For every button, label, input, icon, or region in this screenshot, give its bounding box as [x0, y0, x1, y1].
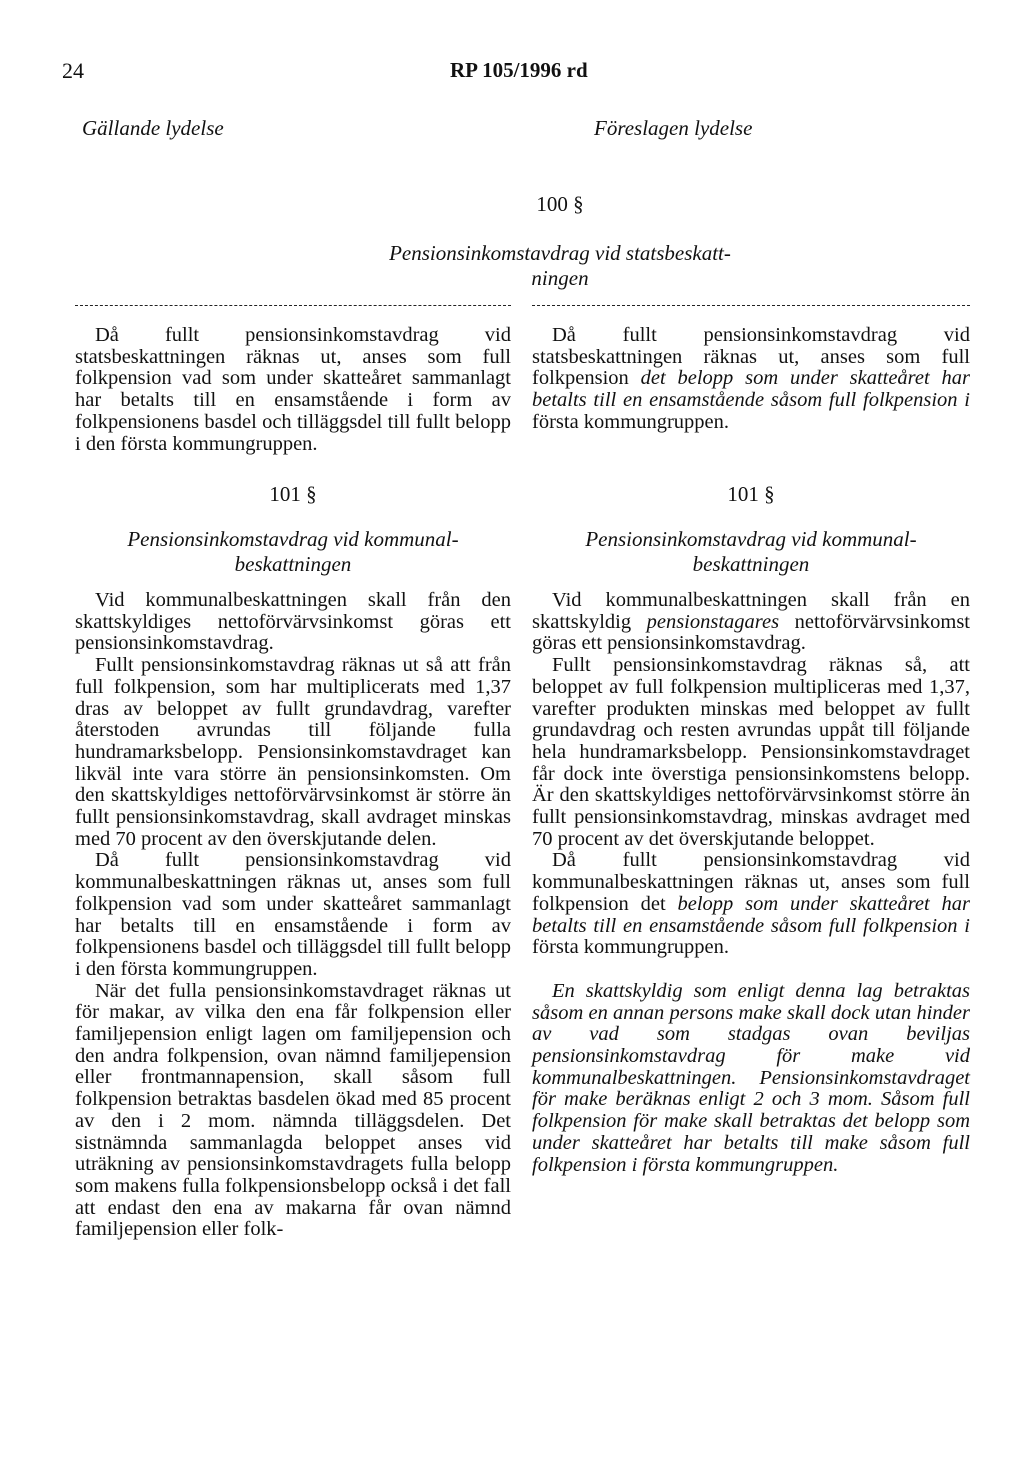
omission-dashes-left	[75, 305, 511, 306]
section-101-number-right: 101 §	[727, 482, 775, 506]
section-101-right-text	[532, 590, 970, 1176]
section-101-title-line2: beskattningen	[234, 552, 352, 576]
section-100-right-paragraph	[532, 325, 970, 434]
paragraph: När det fulla pensionsinkomstavdraget räknas ut för makar, av vilka den ena får folkpension eller familjepension enligt lagen om familjepension och den andra folkpension, ovan nämnd familjepension eller frontmannapension, skall såsom full folkpension betraktas basdelen ökad med 85 procent av den i 2 mom. nämnda tilläggsdelen. Det sistnämnda sammanlagda beloppet anses vid uträkning av pensionsinkomstavdragets fulla belopp som makens fulla folkpensionsbelopp också i det fall att endast den ena av makarna får ovan nämnd familjepension eller folk-	[75, 979, 511, 1241]
section-100-left-paragraph: Då fullt pensionsinkomstavdrag vid statsbeskattningen räknas ut, anses som full folkpension vad som under skatteåret sammanlagt har betalts till en ensamstående i form av folkpensionens basdel och tilläggsdel till fullt belopp i den första kommungruppen.	[75, 324, 511, 455]
section-101-title-line1: Pensionsinkomstavdrag vid kommunal-	[127, 527, 459, 551]
section-101-left-text	[75, 590, 511, 1241]
section-101-number-left: 101 §	[269, 482, 317, 506]
right-column-heading: Föreslagen lydelse	[594, 116, 753, 140]
paragraph: Vid kommunalbeskattningen skall från den skattskyldiges nettoförvärvsinkomst göras ett pensionsinkomstavdrag.	[75, 589, 511, 655]
section-101-title-left	[75, 527, 511, 577]
document-id: RP 105/1996 rd	[450, 58, 588, 82]
paragraph: Fullt pensionsinkomstavdrag räknas ut så att från full folkpension, som har multiplicerats med 1,37 dras av beloppet av fullt grundavdrag, varefter återstoden avrundas till följande fulla hundramarksbelopp. Pensionsinkomstavdraget kan likväl inte vara större än pensionsinkomsten. Om den skattskyldiges nettoförvärvsinkomst är större än fullt pensionsinkomstavdrag, skall avdraget minskas med 70 procent av den överskjutande delen.	[75, 654, 511, 850]
paragraph: Då fullt pensionsinkomstavdrag vid kommunalbeskattningen räknas ut, anses som full folkpension vad som under skatteåret sammanlagt har betalts till en ensamstående i form av folkpensionens basdel och tilläggsdel till fullt belopp i den första kommungruppen.	[75, 849, 511, 980]
page-number: 24	[62, 58, 84, 83]
section-100-title	[300, 241, 820, 291]
paragraph: Fullt pensionsinkomstavdrag räknas så, att beloppet av full folkpension multipliceras med 1,37, varefter produkten minskas med beloppet av fullt grundavdrag och resten avrundas uppåt till följande hela hundramarksbelopp. Pensionsinkomstavdraget får dock inte överstiga pensionsinkomstens belopp. Är den skattskyldiges nettoförvärvsinkomst större än fullt pensionsinkomstavdrag, minskas avdraget med 70 procent av det överskjutande beloppet.	[532, 654, 970, 850]
text-span: Vid kommunalbeskattningen skall från en skattskyldig	[532, 589, 970, 633]
text-span: första kommungruppen.	[532, 936, 729, 959]
section-100-right-text	[532, 325, 970, 434]
text-span: första kommungruppen.	[532, 410, 729, 433]
italic-change-span: pensionstagares	[646, 610, 780, 633]
new-paragraph-italic: En skattskyldig som enligt denna lag betraktas såsom en annan persons make skall dock utan hinder av vad som stadgas ovan beviljas pensionsinkomstavdrag för make vid kommunalbeskattningen. Pensionsinkomstavdraget för make beräknas enligt 2 och 3 mom. Såsom full folkpension för make skall betraktas det belopp som under skatteåret har betalts till make såsom full folkpension i första kommungruppen.	[532, 979, 970, 1176]
italic-change-span: det belopp som under skatteåret har betalts till en ensamstående såsom full folkpension i	[532, 367, 970, 412]
section-100-title-line2: ningen	[531, 266, 589, 290]
paragraph	[532, 590, 970, 655]
left-column-heading: Gällande lydelse	[82, 116, 224, 140]
section-101-title-right	[532, 527, 970, 577]
text-span: Då fullt pensionsinkomstavdrag vid statsbeskattningen räknas ut, anses som full folkpension	[532, 324, 970, 390]
italic-change-span: belopp som under skatteåret har betalts till en ensamstående såsom full folkpension i	[532, 892, 971, 937]
section-101-title-line2: beskattningen	[692, 552, 810, 576]
text-span: nettoförvärvsinkomst göras ett pensionsinkomstavdrag.	[532, 610, 970, 655]
section-100-number: 100 §	[536, 192, 584, 216]
section-100-left-text	[75, 325, 511, 455]
section-100-title-line1: Pensionsinkomstavdrag vid statsbeskatt-	[389, 241, 731, 265]
paragraph	[532, 850, 970, 959]
section-101-title-line1: Pensionsinkomstavdrag vid kommunal-	[585, 527, 917, 551]
omission-dashes-right	[532, 305, 970, 306]
text-span: Då fullt pensionsinkomstavdrag vid kommunalbeskattningen räknas ut, anses som full folkpension det	[532, 849, 970, 915]
